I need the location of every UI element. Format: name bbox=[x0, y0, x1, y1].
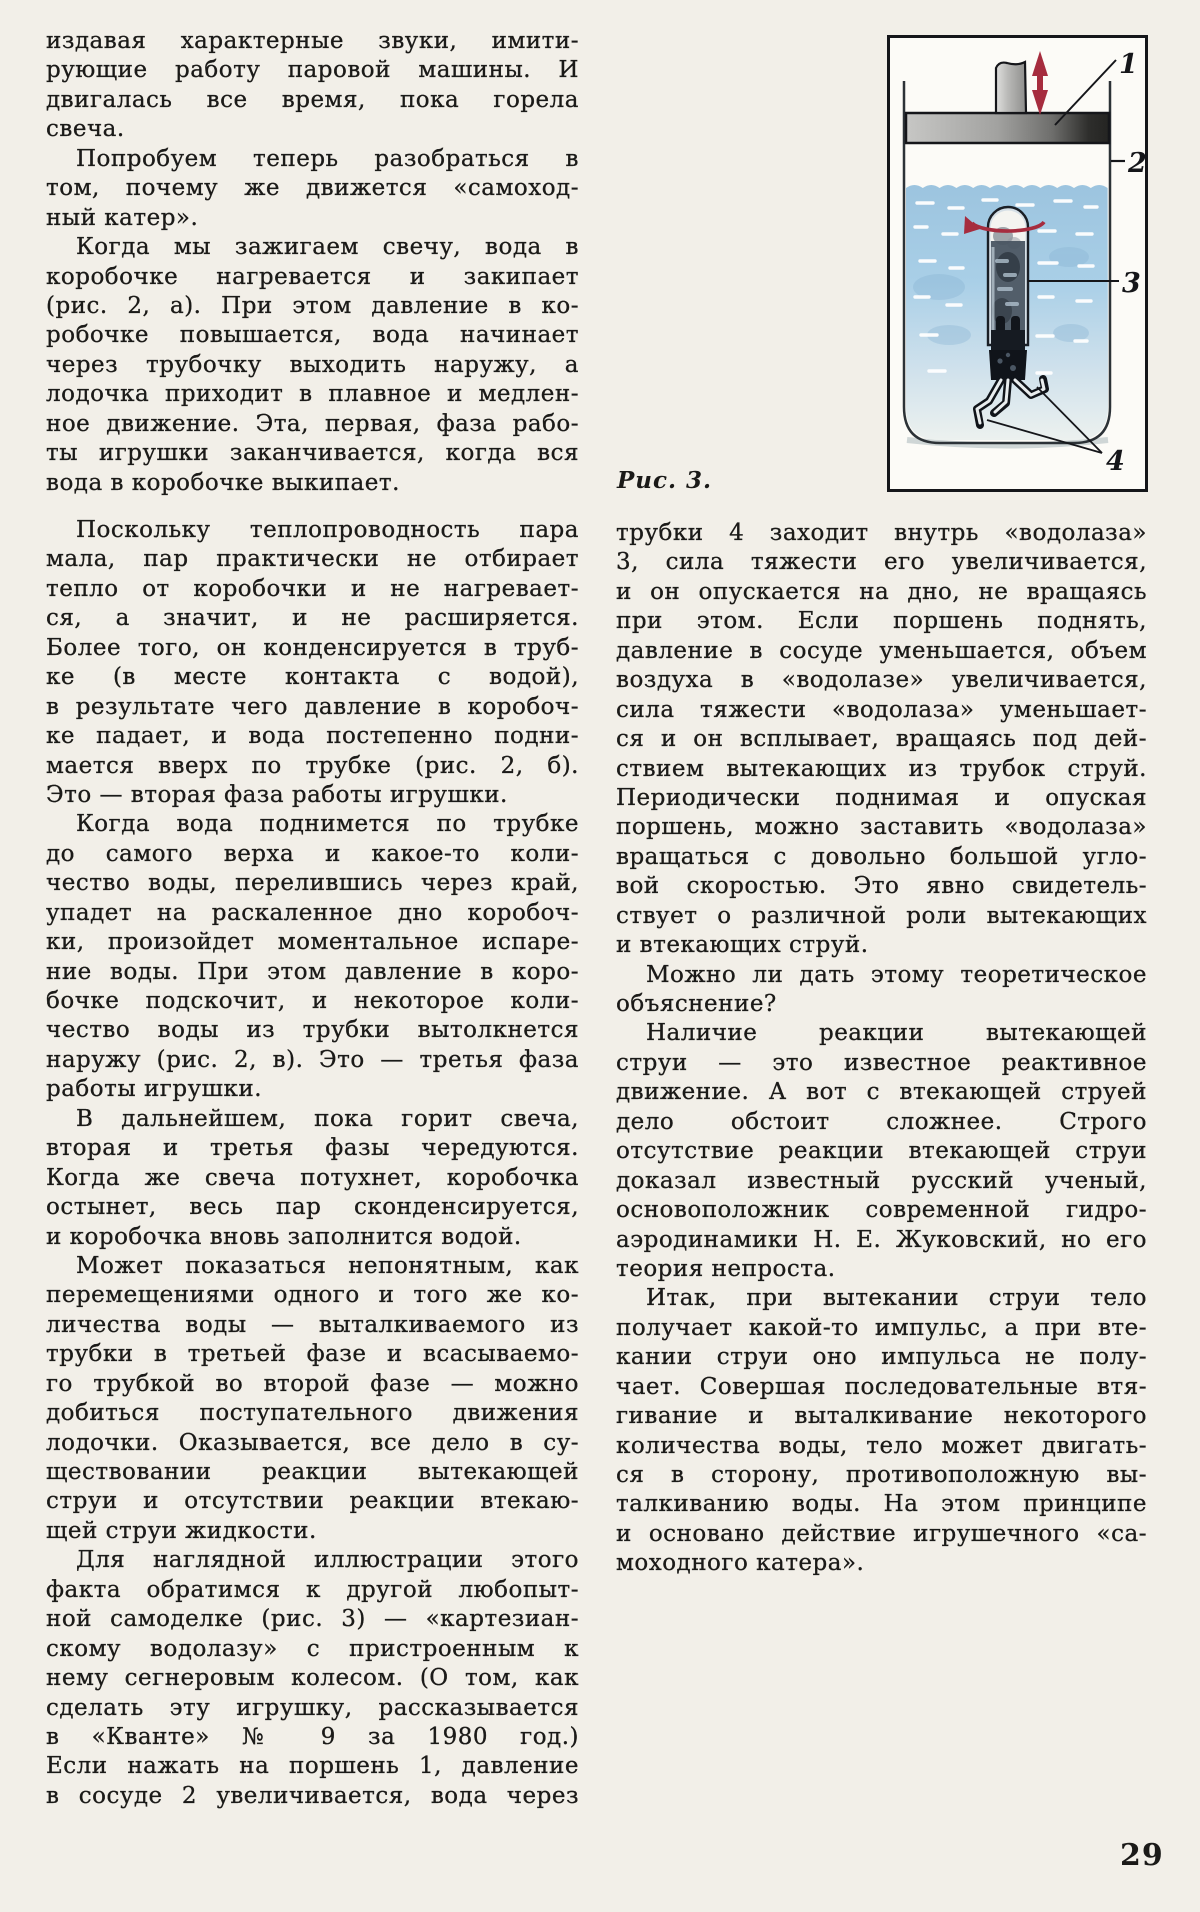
text-line: и втекающих струй. bbox=[616, 932, 869, 959]
text-line: количества воды, тело может двигать- bbox=[616, 1432, 1147, 1459]
text-line: моходного катера». bbox=[616, 1550, 865, 1577]
text-line: ся в сторону, противоположную вы- bbox=[616, 1462, 1147, 1488]
text-line: объяснение? bbox=[616, 991, 777, 1017]
text-line: вода в коробочке выкипает. bbox=[46, 469, 400, 496]
text-line: перемещениями одного и того же ко- bbox=[46, 1282, 579, 1309]
text-line: воздуха в «водолазе» увеличивается, bbox=[616, 667, 1147, 694]
left-column bbox=[46, 27, 579, 1811]
text-line: В дальнейшем, пока горит свеча, bbox=[76, 1105, 579, 1132]
text-line: чает. Совершая последовательные втя- bbox=[616, 1373, 1147, 1400]
text-line: трубки 4 заходит внутрь «водолаза» bbox=[616, 520, 1147, 546]
text-line: ся и он всплывает, вращаясь под дей- bbox=[616, 726, 1147, 753]
text-line: аэродинамики Н. Е. Жуковский, но его bbox=[616, 1226, 1147, 1253]
text-line: добиться поступательного движения bbox=[46, 1400, 579, 1427]
text-line: струи — это известное реактивное bbox=[616, 1049, 1147, 1076]
text-line: Для наглядной иллюстрации этого bbox=[76, 1547, 579, 1574]
text-line: в «Кванте» № 9 за 1980 год.) bbox=[46, 1723, 579, 1750]
text-line: через трубочку выходить наружу, а bbox=[46, 351, 579, 378]
text-line: и коробочка вновь заполнится водой. bbox=[46, 1223, 522, 1250]
text-line: Периодически поднимая и опуская bbox=[616, 784, 1147, 811]
text-line: получает какой-то импульс, а при вте- bbox=[616, 1314, 1147, 1341]
text-line: го трубкой во второй фазе — можно bbox=[46, 1370, 579, 1397]
text-line: лодочка приходит в плавное и медлен- bbox=[46, 381, 579, 408]
text-line: ствием вытекающих из трубок струй. bbox=[616, 755, 1147, 782]
text-line: мала, пар практически не отбирает bbox=[46, 546, 579, 573]
figure-3 bbox=[887, 35, 1148, 492]
text-line: ки, произойдет моментальное испаре- bbox=[46, 929, 579, 956]
text-line: упадет на раскаленное дно коробоч- bbox=[46, 899, 579, 926]
text-line: Когда мы зажигаем свечу, вода в bbox=[76, 234, 579, 261]
text-line: гивание и выталкивание некоторого bbox=[616, 1403, 1147, 1430]
text-line: основоположник современной гидро- bbox=[616, 1197, 1147, 1224]
text-line: остынет, весь пар сконденсируется, bbox=[46, 1194, 579, 1221]
text-line: сила тяжести «водолаза» уменьшает- bbox=[616, 696, 1147, 723]
right-column bbox=[616, 519, 1147, 1579]
text-line: ние воды. При этом давление в коро- bbox=[46, 958, 579, 985]
text-line: до самого верха и какое-то коли- bbox=[46, 840, 579, 867]
text-line: вой скоростью. Это явно свидетель- bbox=[616, 873, 1147, 900]
text-line: Это — вторая фаза работы игрушки. bbox=[46, 781, 508, 808]
text-line: наружу (рис. 2, в). Это — третья фаза bbox=[46, 1046, 579, 1073]
page-number: 29 bbox=[1120, 1838, 1164, 1873]
text-line: щей струи жидкости. bbox=[46, 1517, 317, 1544]
text-line: струи и отсутствии реакции втекаю- bbox=[46, 1488, 579, 1515]
text-line: Если нажать на поршень 1, давление bbox=[46, 1753, 579, 1780]
text-line: в результате чего давление в коробоч- bbox=[46, 693, 579, 720]
text-line: ществовании реакции вытекающей bbox=[46, 1459, 579, 1485]
text-line: давление в сосуде уменьшается, объем bbox=[616, 637, 1147, 664]
text-line: и он опускается на дно, не вращаясь bbox=[616, 578, 1147, 605]
label-1: 1 bbox=[1119, 49, 1138, 80]
text-line: ке падает, и вода постепенно подни- bbox=[46, 723, 579, 750]
text-line: и основано действие игрушечного «са- bbox=[616, 1520, 1147, 1547]
label-4: 4 bbox=[1106, 446, 1125, 477]
text-line: вращаться с довольно большой угло- bbox=[616, 843, 1147, 870]
text-line: поршень, можно заставить «водолаза» bbox=[616, 814, 1147, 841]
text-line: Более того, он конденсируется в труб- bbox=[46, 634, 579, 661]
text-line: нему сегнеровым колесом. (О том, как bbox=[46, 1665, 579, 1692]
text-line: Попробуем теперь разобраться в bbox=[76, 145, 579, 172]
text-line: движение. А вот с втекающей струей bbox=[616, 1079, 1147, 1106]
text-line: бочке подскочит, и некоторое коли- bbox=[46, 988, 579, 1014]
text-line: Может показаться непонятным, как bbox=[76, 1252, 579, 1279]
diver-dark-blob bbox=[996, 252, 1020, 282]
text-line: Итак, при вытекании струи тело bbox=[646, 1285, 1147, 1312]
text-line: Когда вода поднимется по трубке bbox=[76, 811, 579, 838]
text-line: том, почему же движется «самоход- bbox=[46, 175, 579, 202]
text-line: чество воды, перелившись через край, bbox=[46, 870, 579, 897]
piston-rod bbox=[996, 62, 1026, 113]
text-line: трубки в третьей фазе и всасываемо- bbox=[46, 1341, 579, 1368]
piston-plate bbox=[906, 113, 1109, 143]
text-line: ты игрушки заканчивается, когда вся bbox=[46, 440, 579, 467]
text-line: ся, а значит, и не расширяется. bbox=[46, 605, 579, 632]
text-line: доказал известный русский ученый, bbox=[616, 1167, 1147, 1194]
text-line: Наличие реакции вытекающей bbox=[646, 1020, 1147, 1047]
text-line: мается вверх по трубке (рис. 2, б). bbox=[46, 752, 579, 779]
text-line: Когда же свеча потухнет, коробочка bbox=[46, 1164, 579, 1191]
text-line: дело обстоит сложнее. Строго bbox=[616, 1108, 1147, 1135]
text-line: рующие работу паровой машины. И bbox=[46, 57, 579, 84]
text-line: ный катер». bbox=[46, 204, 199, 231]
text-line: факта обратимся к другой любопыт- bbox=[46, 1576, 579, 1603]
label-3: 3 bbox=[1122, 268, 1141, 299]
text-line: скому водолазу» с пристроенным к bbox=[46, 1635, 579, 1662]
text-line: ствует о различной роли вытекающих bbox=[616, 902, 1147, 929]
text-line: 3, сила тяжести его увеличивается, bbox=[616, 549, 1147, 576]
text-line: ное движение. Эта, первая, фаза рабо- bbox=[46, 410, 579, 437]
text-line: Поскольку теплопроводность пара bbox=[76, 517, 579, 543]
text-line: кании струи оно импульса не полу- bbox=[616, 1344, 1147, 1371]
text-line: вторая и третья фазы чередуются. bbox=[46, 1135, 579, 1162]
text-line: в сосуде 2 увеличивается, вода через bbox=[46, 1782, 579, 1809]
text-line: коробочке нагревается и закипает bbox=[46, 263, 579, 290]
text-line: теория непроста. bbox=[616, 1255, 836, 1282]
text-line: тепло от коробочки и не нагревает- bbox=[46, 575, 579, 602]
text-line: отсутствие реакции втекающей струи bbox=[616, 1138, 1147, 1165]
text-line: лодочки. Оказывается, все дело в су- bbox=[46, 1429, 579, 1456]
text-line: двигалась все время, пока горела bbox=[46, 86, 579, 113]
label-2: 2 bbox=[1128, 148, 1147, 179]
text-line: робочке повышается, вода начинает bbox=[46, 322, 579, 349]
text-line: (рис. 2, а). При этом давление в ко- bbox=[46, 292, 579, 319]
text-line: работы игрушки. bbox=[46, 1076, 263, 1103]
text-line: чество воды из трубки вытолкнется bbox=[46, 1017, 579, 1044]
text-line: при этом. Если поршень поднять, bbox=[616, 608, 1147, 635]
text-line: ке (в месте контакта с водой), bbox=[46, 664, 579, 691]
text-line: ной самоделке (рис. 3) — «картезиан- bbox=[46, 1606, 579, 1633]
text-line: Можно ли дать этому теоретическое bbox=[646, 961, 1147, 988]
text-line: личества воды — выталкиваемого из bbox=[46, 1311, 579, 1338]
text-line: издавая характерные звуки, имити- bbox=[46, 28, 579, 54]
figure-caption: Рис. 3. bbox=[617, 467, 713, 494]
text-line: сделать эту игрушку, рассказывается bbox=[46, 1694, 579, 1721]
text-line: свеча. bbox=[46, 116, 125, 143]
text-line: талкиванию воды. На этом принципе bbox=[616, 1491, 1147, 1518]
